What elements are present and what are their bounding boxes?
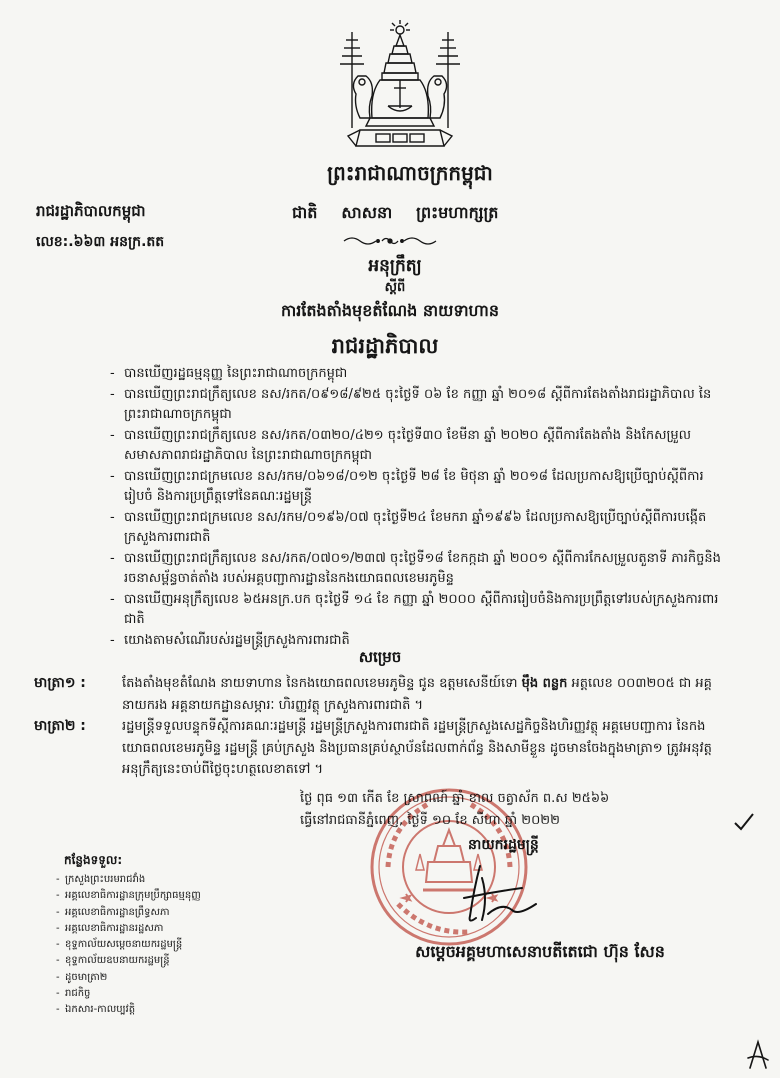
document-number: លេខ:.៦៦៣ អនក្រ.តត	[36, 234, 165, 250]
recipient-item: - ដូចមាត្រា២	[56, 970, 276, 986]
article-text: រដ្ឋមន្ត្រីទទួលបន្ទុកទីស្តីការគណៈរដ្ឋមន្ត្រី រដ្ឋមន្ត្រីក្រសួងការពារជាតិ រដ្ឋមន្ត្រីក្រសួងសេដ្ឋកិច្ចនិងហិរញ្ញវត្ថុ អគ្គមេបញ្ជាការ នៃកងយោធពលខេមរភូមិន្ទ រដ្ឋមន្ត្រី គ្រប់ក្រសួង និងប្រធានគ្រប់ស្ថាប័នដែលពាក់ព័ន្ធ និងសាមីខ្លួន ដូចមានចែងក្នុងមាត្រា១ ត្រូវអនុវត្តអនុក្រឹត្យនេះចាប់ពីថ្ងៃចុះហត្ថលេខាតទៅ ។	[122, 719, 712, 777]
article-text	[122, 673, 728, 716]
recipient-item: - អគ្គលេខាធិការដ្ឋានព្រឹទ្ធសភា	[56, 905, 276, 921]
motto-word-nation: ជាតិ	[292, 203, 318, 222]
national-motto	[292, 202, 592, 226]
document-authority: រាជរដ្ឋាភិបាល	[331, 334, 439, 358]
issuing-authority: រាជរដ្ឋាភិបាលកម្ពុជា	[36, 202, 146, 220]
motto-word-religion: សាសនា	[341, 203, 393, 222]
recipient-item: - អគ្គលេខាធិការដ្ឋានក្រុមប្រឹក្សាធម្មនុញ្ញ	[56, 888, 276, 904]
considerations-list	[110, 364, 724, 651]
signer-name: សម្តេចអគ្គមហាសេនាបតីតេជោ ហ៊ុន សែន	[415, 942, 665, 961]
motto-word-king: ព្រះមហាក្សត្រ	[416, 203, 499, 222]
consideration-item: - បានឃើញព្រះរាជក្រឹត្យលេខ នស/រកត/០៧០១/២៣៧ ចុះថ្ងៃទី១៨ ខែកក្កដា ឆ្នាំ ២០០១ ស្តីពីការកែសម្រួលតួនាទី ភារកិច្ចនិងរចនាសម្ព័ន្ធចាត់តាំង របស់អគ្គបញ្ជាការដ្ឋាននៃកងយោធពលខេមរភូមិន្ទ	[110, 549, 724, 590]
check-mark-icon	[733, 812, 755, 832]
document-about: ស្តីពី	[384, 280, 406, 295]
article-2	[34, 716, 728, 781]
document-subject: ការតែងតាំងមុខតំណែង នាយទាហាន	[280, 301, 500, 320]
consideration-item: - យោងតាមសំណើរបស់រដ្ឋមន្ត្រីក្រសួងការពារជាតិ	[110, 631, 724, 652]
solar-date: ធ្វើនៅរាជធានីភ្នំពេញ, ថ្ងៃទី ១០ ខែ សីហា ឆ្នាំ ២០២២	[300, 813, 560, 828]
article-label: មាត្រា១ :	[34, 675, 86, 691]
consideration-item: - បានឃើញរដ្ឋធម្មនុញ្ញ នៃព្រះរាជាណាចក្រកម្ពុជា	[110, 364, 724, 385]
article-label: មាត្រា២ :	[34, 718, 86, 734]
decision-heading: សម្រេច	[358, 648, 402, 666]
consideration-item: - បានឃើញព្រះរាជក្រឹត្យលេខ នស/រកត/០៩១៨/៩២៥ ចុះថ្ងៃទី ០៦ ខែ កញ្ញា ឆ្នាំ ២០១៨ ស្តីពីការតែងតាំងរាជរដ្ឋាភិបាល នៃព្រះរាជាណាចក្រកម្ពុជា	[110, 385, 724, 426]
recipient-item: - អគ្គលេខាធិការដ្ឋានរដ្ឋសភា	[56, 921, 276, 937]
recipient-item: - ឯកសារ-កាលប្បវត្តិ	[56, 1002, 276, 1018]
article-text-before: តែងតាំងមុខតំណែង នាយទាហាន នៃកងយោធពលខេមរភូមិន្ទ ជូន ឧត្តមសេនីយ៍ទោ	[122, 676, 522, 691]
consideration-item: - បានឃើញព្រះរាជក្រឹត្យលេខ នស/រកត/០៣២០/៤២១ ចុះថ្ងៃទី៣០ ខែមីនា ឆ្នាំ ២០២០ ស្តីពីការតែងតាំង និងកែសម្រួលសមាសភាពរាជរដ្ឋាភិបាល នៃព្រះរាជាណាចក្រកម្ពុជា	[110, 426, 724, 467]
document-type: អនុក្រឹត្យ	[368, 256, 422, 276]
handwritten-signature-icon	[452, 858, 542, 930]
consideration-item: - បានឃើញព្រះរាជក្រមលេខ នស/រកម/០៦១៨/០១២ ចុះថ្ងៃទី ២៨ ខែ មិថុនា ឆ្នាំ ២០១៨ ដែលប្រកាសឱ្យប្រើច្បាប់ស្តីពីការរៀបចំ និងការប្រព្រឹត្តទៅនៃគណៈរដ្ឋមន្ត្រី	[110, 467, 724, 508]
recipients-list	[56, 872, 276, 1019]
ornamental-divider-icon	[340, 233, 440, 249]
consideration-item: - បានឃើញព្រះរាជក្រមលេខ នស/រកម/០១៩៦/០៧ ចុះថ្ងៃទី២៤ ខែមករា ឆ្នាំ១៩៩៦ ដែលប្រកាសឱ្យប្រើច្បាប់ស្តីពីការបង្កើតក្រសួងការពារជាតិ	[110, 508, 724, 549]
handwritten-mark-icon	[744, 1038, 772, 1072]
royal-coat-of-arms-icon	[330, 18, 470, 158]
recipient-item: - ខុទ្ទកាល័យសម្តេចនាយករដ្ឋមន្ត្រី	[56, 937, 276, 953]
signer-title: នាយករដ្ឋមន្ត្រី	[468, 837, 539, 853]
article-text-after: អត្តលេខ ០០៣២០៥ ជា អគ្គនាយករង អគ្គនាយកដ្ឋានសម្ភារៈ ហិរញ្ញវត្ថុ ក្រសួងការពារជាតិ ។	[122, 676, 712, 713]
recipient-item: - ក្រសួងព្រះបរមរាជវាំង	[56, 872, 276, 888]
article-1	[34, 673, 728, 716]
lunar-date: ថ្ងៃ ពុធ ១៣ កើត ខែ ស្រាពណ៍ ឆ្នាំ ខាល ចត្វាស័ក ព.ស ២៥៦៦	[300, 791, 610, 806]
articles	[34, 673, 728, 781]
recipient-item: - រាជកិច្ច	[56, 986, 276, 1002]
consideration-item: - បានឃើញអនុក្រឹត្យលេខ ៦៥អនក្រ.បក ចុះថ្ងៃទី ១៤ ខែ កញ្ញា ឆ្នាំ ២០០០ ស្តីពីការរៀបចំនិងការប្រព្រឹត្តទៅរបស់ក្រសួងការពារជាតិ	[110, 590, 724, 631]
recipient-item: - ខុទ្ទកាល័យឧបនាយករដ្ឋមន្ត្រី	[56, 953, 276, 969]
kingdom-heading: ព្រះរាជាណាចក្រកម្ពុជា	[327, 161, 493, 185]
recipients-heading: កន្លែងទទួល:	[64, 853, 123, 867]
appointee-name: ម៉ឹង ពន្លក	[521, 676, 568, 691]
